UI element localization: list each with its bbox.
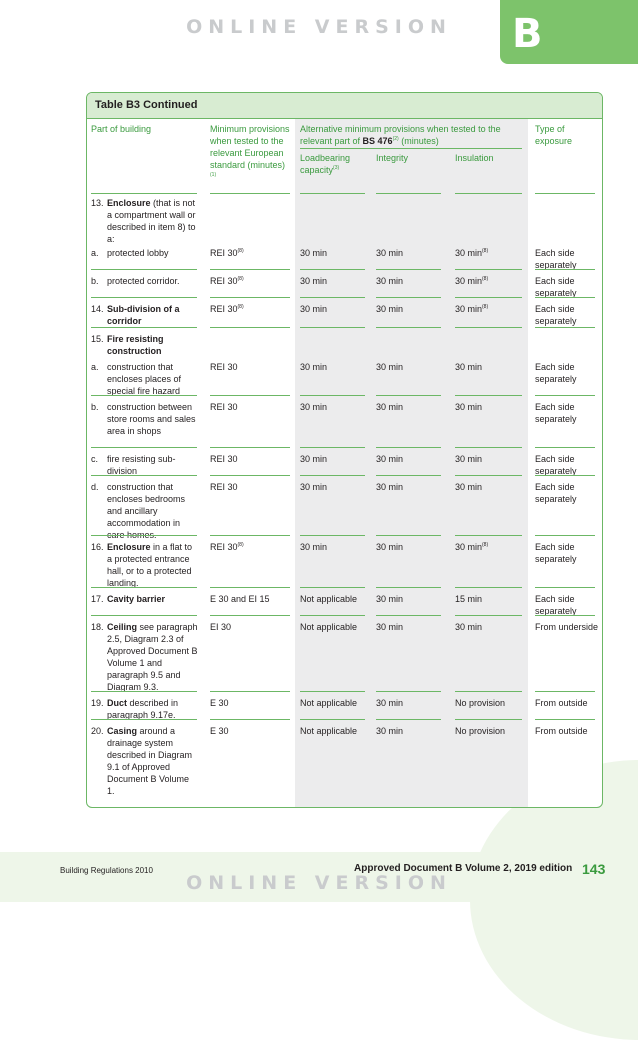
row-rule (91, 269, 197, 270)
cell-integ-value: 30 min (376, 542, 404, 552)
cell-min-value: REI 30 (210, 402, 238, 412)
cell-min-value: REI 30 (210, 248, 238, 258)
cell-expo (535, 247, 601, 271)
cell-expo-value: From outside (535, 726, 588, 736)
cell-load-value: 30 min (300, 248, 328, 258)
row-rule (535, 327, 595, 328)
cell-expo (535, 361, 601, 385)
row-rule (210, 297, 290, 298)
section-letter: B (512, 11, 543, 57)
row-part (107, 333, 199, 357)
row-rule (535, 615, 595, 616)
cell-min-value: REI 30 (210, 276, 238, 286)
footer-left: Building Regulations 2010 (60, 866, 153, 875)
row-part-text: see paragraph 2.5, Diagram 2.3 of Approved Document B Volume 1 and paragraph 9.5 and Diagram 9.3. (107, 622, 198, 692)
row-part-bold: Duct (107, 698, 127, 708)
row-part-bold: Enclosure (107, 542, 151, 552)
row-rule (535, 297, 595, 298)
row-rule (455, 447, 522, 448)
row-part-text: construction that encloses places of special fire hazard (107, 362, 182, 396)
row-rule (535, 587, 595, 588)
cell-load (300, 303, 370, 315)
row-part-bold: Sub-division of a corridor (107, 304, 180, 326)
cell-integ-value: 30 min (376, 248, 404, 258)
row-rule (455, 691, 522, 692)
header-alternative-post: (minutes) (398, 136, 439, 146)
row-rule (376, 615, 441, 616)
row-rule (300, 587, 365, 588)
cell-min-value: REI 30 (210, 482, 238, 492)
cell-min (210, 697, 292, 709)
row-rule (300, 327, 365, 328)
cell-integ-value: 30 min (376, 594, 404, 604)
cell-integ-value: 30 min (376, 482, 404, 492)
table-b3 (86, 92, 603, 808)
cell-expo-value: From outside (535, 698, 588, 708)
row-rule (300, 475, 365, 476)
cell-integ-value: 30 min (376, 362, 404, 372)
cell-insul-value: 30 min (455, 362, 483, 372)
row-part (107, 697, 199, 721)
row-part-text: construction between store rooms and sales area in shops (107, 402, 196, 436)
cell-load-value: Not applicable (300, 698, 358, 708)
cell-expo (535, 401, 601, 425)
row-number: d. (91, 482, 99, 492)
cell-min-note: (8) (237, 248, 244, 254)
cell-insul-note: (8) (482, 248, 489, 254)
row-part (107, 401, 199, 437)
row-part-bold: Cavity barrier (107, 594, 166, 604)
cell-integ (376, 275, 446, 287)
row-rule (91, 719, 197, 720)
row-rule (535, 719, 595, 720)
cell-expo (535, 303, 601, 327)
cell-expo (535, 453, 601, 477)
cell-load-value: 30 min (300, 276, 328, 286)
header-integrity: Integrity (376, 153, 409, 163)
cell-load-value: Not applicable (300, 726, 358, 736)
row-rule (300, 535, 365, 536)
cell-expo (535, 275, 601, 299)
row-part-bold: Enclosure (107, 198, 151, 208)
row-rule (91, 691, 197, 692)
cell-load (300, 697, 370, 709)
row-number: 18. (91, 622, 104, 632)
row-part-text: in a flat to a protected entrance hall, or to a protected landing. (107, 542, 193, 588)
header-rule (535, 193, 595, 194)
header-alternative-standard: BS 476 (362, 136, 393, 146)
row-part-text: protected lobby (107, 248, 169, 258)
cell-min (210, 725, 292, 737)
row-rule (210, 269, 290, 270)
watermark-bottom: ONLINE VERSION (186, 872, 452, 894)
row-rule (210, 691, 290, 692)
cell-min-value: REI 30 (210, 542, 238, 552)
row-part (107, 621, 199, 693)
cell-load (300, 401, 370, 413)
row-part-text: around a drainage system described in Diagram 9.1 of Approved Document B Volume 1. (107, 726, 193, 796)
cell-expo-value: Each side separately (535, 362, 577, 384)
cell-load (300, 593, 370, 605)
row-rule (300, 297, 365, 298)
row-rule (455, 327, 522, 328)
header-rule (300, 193, 365, 194)
row-rule (376, 297, 441, 298)
cell-load-value: 30 min (300, 482, 328, 492)
row-part-text: described in paragraph 9.17e. (107, 698, 179, 720)
row-part-bold: Ceiling (107, 622, 138, 632)
cell-insul-value: 30 min (455, 482, 483, 492)
cell-integ-value: 30 min (376, 402, 404, 412)
cell-min (210, 247, 292, 259)
cell-load-value: 30 min (300, 362, 328, 372)
cell-min-value: REI 30 (210, 362, 238, 372)
row-rule (300, 691, 365, 692)
header-rule (210, 193, 290, 194)
header-loadbearing-text: Loadbearing capacity (300, 153, 351, 175)
row-rule (91, 395, 197, 396)
row-rule (210, 395, 290, 396)
cell-integ (376, 697, 446, 709)
row-rule (91, 327, 197, 328)
cell-integ-value: 30 min (376, 698, 404, 708)
row-part-bold: Fire resisting construction (107, 334, 164, 356)
cell-expo-value: Each side separately (535, 304, 577, 326)
row-rule (376, 327, 441, 328)
table-title: Table B3 Continued (95, 99, 198, 111)
cell-insul (455, 303, 525, 315)
cell-integ (376, 593, 446, 605)
row-part (107, 197, 199, 245)
cell-min-note: (8) (237, 304, 244, 310)
cell-insul (455, 275, 525, 287)
cell-integ (376, 401, 446, 413)
cell-integ (376, 247, 446, 259)
row-part-text: protected corridor. (107, 276, 180, 286)
row-rule (91, 447, 197, 448)
cell-expo-value: Each side separately (535, 454, 577, 476)
row-number: 15. (91, 334, 104, 344)
row-rule (535, 691, 595, 692)
cell-insul-value: 30 min (455, 276, 483, 286)
row-part (107, 275, 199, 287)
row-rule (300, 615, 365, 616)
row-part (107, 361, 199, 397)
row-number: a. (91, 362, 99, 372)
row-rule (455, 395, 522, 396)
cell-expo-value: Each side separately (535, 542, 577, 564)
cell-expo (535, 697, 601, 709)
row-number: 19. (91, 698, 104, 708)
row-rule (455, 719, 522, 720)
header-minimum-text: Minimum provisions when tested to the relevant European standard (minutes) (210, 124, 290, 170)
row-rule (300, 269, 365, 270)
cell-insul-value: No provision (455, 698, 506, 708)
row-rule (535, 535, 595, 536)
row-part (107, 541, 199, 589)
row-rule (535, 269, 595, 270)
cell-insul-note: (8) (482, 542, 489, 548)
row-part (107, 593, 199, 605)
cell-insul (455, 541, 525, 553)
cell-min-value: E 30 (210, 726, 229, 736)
row-part-text: (that is not a compartment wall or described in item 8) to a: (107, 198, 196, 244)
cell-insul (455, 593, 525, 605)
cell-integ (376, 303, 446, 315)
cell-integ-value: 30 min (376, 454, 404, 464)
header-alternative-note: (2) (392, 136, 399, 142)
row-part-bold: Casing (107, 726, 138, 736)
row-rule (535, 475, 595, 476)
row-rule (210, 475, 290, 476)
cell-min (210, 275, 292, 287)
table-title-bar (87, 93, 602, 119)
cell-insul (455, 247, 525, 259)
header-exposure: Type of exposure (535, 124, 573, 146)
cell-integ-value: 30 min (376, 304, 404, 314)
row-rule (210, 447, 290, 448)
header-rule (376, 193, 441, 194)
row-part (107, 725, 199, 797)
row-rule (376, 535, 441, 536)
cell-min (210, 621, 292, 633)
row-rule (91, 475, 197, 476)
row-rule (376, 587, 441, 588)
header-loadbearing (300, 152, 370, 176)
cell-load (300, 541, 370, 553)
row-part (107, 481, 199, 541)
row-number: 13. (91, 198, 104, 208)
cell-load-value: Not applicable (300, 622, 358, 632)
cell-integ-value: 30 min (376, 726, 404, 736)
row-rule (300, 447, 365, 448)
cell-insul-value: 30 min (455, 542, 483, 552)
row-part-text: construction that encloses bedrooms and ancillary accommodation in care homes. (107, 482, 186, 540)
header-insulation: Insulation (455, 153, 494, 163)
cell-insul (455, 697, 525, 709)
cell-insul-value: 30 min (455, 402, 483, 412)
header-alternative (300, 123, 525, 147)
cell-min-value: EI 30 (210, 622, 232, 632)
cell-integ (376, 725, 446, 737)
row-rule (300, 395, 365, 396)
cell-integ-value: 30 min (376, 276, 404, 286)
row-number: a. (91, 248, 99, 258)
row-rule (376, 691, 441, 692)
row-rule (455, 475, 522, 476)
cell-min-note: (8) (237, 542, 244, 548)
row-number: c. (91, 454, 99, 464)
row-rule (210, 587, 290, 588)
cell-insul-value: 30 min (455, 248, 483, 258)
row-part-text: fire resisting sub-division (107, 454, 176, 476)
row-rule (91, 297, 197, 298)
header-minimum-note: (1) (210, 172, 217, 178)
row-number: b. (91, 402, 99, 412)
cell-min (210, 593, 292, 605)
cell-min-note: (8) (237, 276, 244, 282)
cell-min (210, 361, 292, 373)
cell-load-value: Not applicable (300, 594, 358, 604)
row-rule (455, 587, 522, 588)
row-rule (376, 719, 441, 720)
row-rule (455, 297, 522, 298)
header-minimum (210, 123, 290, 183)
cell-insul (455, 361, 525, 373)
row-number: 16. (91, 542, 104, 552)
cell-load-value: 30 min (300, 304, 328, 314)
row-rule (455, 269, 522, 270)
cell-insul-note: (8) (482, 304, 489, 310)
cell-expo-value: From underside (535, 622, 599, 632)
cell-load (300, 247, 370, 259)
cell-integ (376, 621, 446, 633)
cell-load (300, 361, 370, 373)
cell-insul-value: 30 min (455, 454, 483, 464)
cell-expo (535, 621, 601, 633)
section-tab (500, 0, 638, 64)
header-loadbearing-note: (3) (333, 165, 340, 171)
cell-min-value: REI 30 (210, 304, 238, 314)
page-number: 143 (582, 861, 606, 877)
cell-expo (535, 593, 601, 617)
cell-expo-value: Each side separately (535, 248, 577, 270)
cell-expo-value: Each side separately (535, 276, 577, 298)
cell-min (210, 481, 292, 493)
cell-integ (376, 361, 446, 373)
cell-insul (455, 725, 525, 737)
watermark-top: ONLINE VERSION (186, 16, 452, 38)
row-rule (455, 535, 522, 536)
cell-insul (455, 401, 525, 413)
row-rule (210, 615, 290, 616)
header-alternative-pre: Alternative minimum provisions when tested to the relevant part of (300, 124, 501, 146)
cell-insul-value: 30 min (455, 622, 483, 632)
cell-integ-value: 30 min (376, 622, 404, 632)
cell-expo (535, 725, 601, 737)
cell-integ (376, 481, 446, 493)
row-rule (210, 535, 290, 536)
cell-min-value: E 30 and EI 15 (210, 594, 270, 604)
cell-min (210, 453, 292, 465)
row-rule (210, 719, 290, 720)
row-number: 14. (91, 304, 104, 314)
cell-insul (455, 453, 525, 465)
row-rule (91, 535, 197, 536)
row-rule (300, 719, 365, 720)
cell-load (300, 275, 370, 287)
cell-insul-value: 30 min (455, 304, 483, 314)
row-number: 20. (91, 726, 104, 736)
cell-min-value: E 30 (210, 698, 229, 708)
row-rule (376, 447, 441, 448)
cell-expo-value: Each side separately (535, 402, 577, 424)
cell-expo-value: Each side separately (535, 482, 577, 504)
cell-min (210, 401, 292, 413)
footer-right: Approved Document B Volume 2, 2019 edition (354, 863, 573, 874)
row-rule (91, 587, 197, 588)
cell-expo (535, 541, 601, 565)
cell-expo-value: Each side separately (535, 594, 577, 616)
cell-load-value: 30 min (300, 454, 328, 464)
cell-min (210, 303, 292, 315)
header-rule (91, 193, 197, 194)
header-rule (455, 193, 522, 194)
cell-integ (376, 453, 446, 465)
row-rule (376, 475, 441, 476)
cell-load-value: 30 min (300, 402, 328, 412)
cell-insul-value: 15 min (455, 594, 483, 604)
row-rule (376, 395, 441, 396)
cell-insul-value: No provision (455, 726, 506, 736)
header-subrule (300, 148, 522, 149)
row-part (107, 453, 199, 477)
cell-load-value: 30 min (300, 542, 328, 552)
cell-load (300, 453, 370, 465)
row-rule (376, 269, 441, 270)
row-rule (210, 327, 290, 328)
cell-integ (376, 541, 446, 553)
row-number: 17. (91, 594, 104, 604)
cell-load (300, 481, 370, 493)
row-rule (91, 615, 197, 616)
row-rule (535, 447, 595, 448)
header-part: Part of building (91, 124, 152, 134)
cell-insul (455, 621, 525, 633)
cell-load (300, 621, 370, 633)
row-number: b. (91, 276, 99, 286)
cell-min-value: REI 30 (210, 454, 238, 464)
row-rule (535, 395, 595, 396)
cell-expo (535, 481, 601, 505)
cell-min (210, 541, 292, 553)
cell-insul (455, 481, 525, 493)
row-part (107, 247, 199, 259)
row-part (107, 303, 199, 327)
row-rule (455, 615, 522, 616)
cell-insul-note: (8) (482, 276, 489, 282)
cell-load (300, 725, 370, 737)
